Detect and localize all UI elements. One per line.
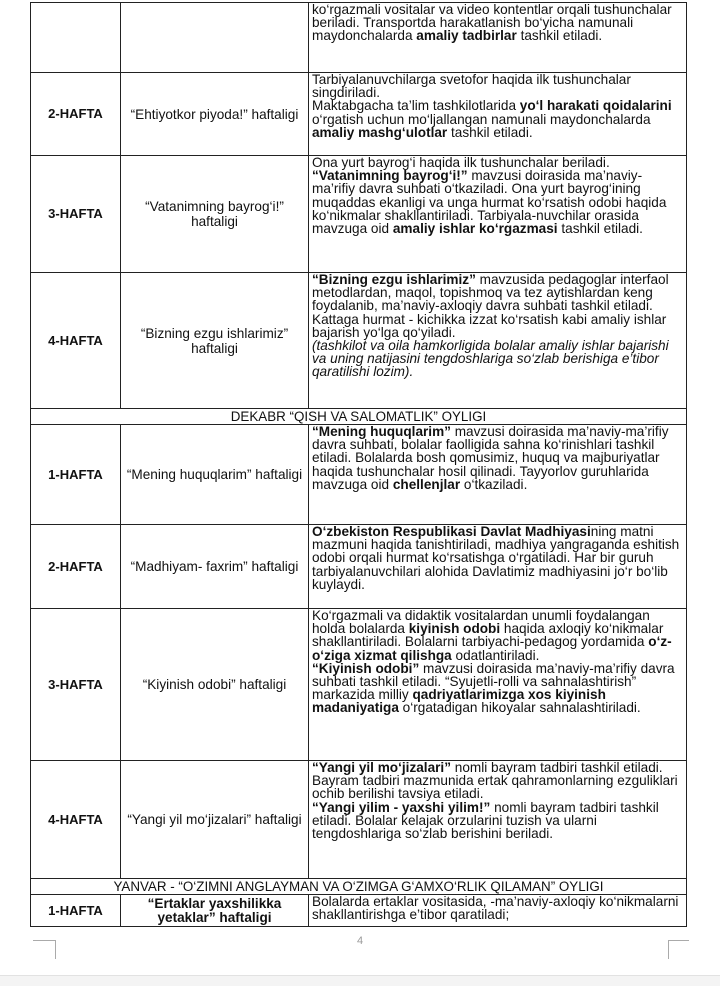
page-number: 4	[356, 935, 364, 947]
week-cell: 4-HAFTA	[31, 761, 121, 879]
description-cell: Tarbiyalanuvchilarga svetofor haqida ilk tushunchalar singdiriladi. Maktabgacha ta’lim tashkilotlarida yo‘l harakati qoidalarini o‘rgatish uchun mo‘ljallangan namunali maydonchalarda amaliy mashg‘ulotlar tashkil etiladi.	[309, 73, 687, 156]
table-row	[31, 273, 687, 409]
table-row	[31, 156, 687, 273]
week-cell: 1-HAFTA	[31, 425, 121, 525]
description-cell: Ko‘rgazmali va didaktik vositalardan unumli foydalangan holda bolalarda kiyinish odobi haqida axloqiy ko‘nikmalar shakllantiriladi. Bolalarni tarbiyachi-pedagog yordamida o‘z- o‘ziga xizmat qilishga odatlantiriladi. “Kiyinish odobi” mavzusi doirasida ma’naviy-ma’rifiy davra suhbati tashkil etiladi. “Syujetli-rolli va sahnalashtirish” markazida milliy qadriyatlarimizga xos kiyinish madaniyatiga o‘rgatadigan hikoyalar sahnalashtiriladi.	[309, 609, 687, 761]
table-row	[31, 3, 687, 73]
week-cell: 3-HAFTA	[31, 156, 121, 273]
week-title-cell: “Bizning ezgu ishlarimiz” haftaligi	[121, 273, 309, 409]
weekly-plan-table	[30, 2, 687, 927]
month-header-row	[31, 879, 687, 895]
week-title-cell	[121, 3, 309, 73]
week-title-cell: “Ertaklar yaxshilikka yetaklar” haftaligi	[121, 895, 309, 927]
week-cell: 3-HAFTA	[31, 609, 121, 761]
week-title-cell: “Yangi yil mo‘jizalari” haftaligi	[121, 761, 309, 879]
table-row	[31, 525, 687, 609]
week-cell: 1-HAFTA	[31, 895, 121, 927]
description-cell: O‘zbekiston Respublikasi Davlat Madhiyasining matni mazmuni haqida tanishtiriladi, madhiya yangraganda eshitish odobi orqali hurmat ko‘rsatishga o‘rgatiladi. Har bir guruh tarbiyalanuvchilari alohida Davlatimiz madhiyasini jo‘r bo‘lib kuylaydi.	[309, 525, 687, 609]
description-cell: ko‘rgazmali vositalar va video kontentlar orqali tushunchalar beriladi. Transportda harakatlanish bo‘yicha namunali maydonchalarda amaliy tadbirlar tashkil etiladi.	[309, 3, 687, 73]
month-header-row	[31, 409, 687, 425]
page-corner-mark-right	[668, 940, 689, 959]
week-title-cell: “Mening huquqlarim” haftaligi	[121, 425, 309, 525]
week-cell: 4-HAFTA	[31, 273, 121, 409]
description-cell: “Mening huquqlarim” mavzusi doirasida ma’naviy-ma’rifiy davra suhbati, bolalar faolligida sahna ko‘rinishlari tashkil etiladi. Bolalarda bosh qomusimiz, huquq va majburiyatlar haqida tushunchalar hosil qilinadi. Tayyorlov guruhlarida mavzuga oid chellenjlar o‘tkaziladi.	[309, 425, 687, 525]
table-row	[31, 425, 687, 525]
table-row	[31, 73, 687, 156]
week-title-cell: “Ehtiyotkor piyoda!” haftaligi	[121, 73, 309, 156]
week-cell: 2-HAFTA	[31, 73, 121, 156]
month-title: YANVAR - “O‘ZIMNI ANGLAYMAN VA O‘ZIMGA G‘AMXO‘RLIK QILAMAN” OYLIGI	[31, 879, 687, 895]
week-title-cell: “Vatanimning bayrog‘i!” haftaligi	[121, 156, 309, 273]
week-cell	[31, 3, 121, 73]
week-cell: 2-HAFTA	[31, 525, 121, 609]
table-row	[31, 895, 687, 927]
table-row	[31, 609, 687, 761]
description-cell: “Bizning ezgu ishlarimiz” mavzusida pedagoglar interfaol metodlardan, maqol, topishmoq va tez aytishlardan keng foydalanib, ma’naviy-axloqiy davra suhbati tashkil etiladi. Kattaga hurmat - kichikka izzat ko‘rsatish kabi amaliy ishlar bajarish yo‘lga qo‘yiladi. (tashkilot va oila hamkorligida bolalar amaliy ishlar bajarishi va uning natijasini tengdoshlariga so‘zlab berishiga e’tibor qaratilishi lozim).	[309, 273, 687, 409]
description-cell: “Yangi yil mo‘jizalari” nomli bayram tadbiri tashkil etiladi. Bayram tadbiri mazmunida ertak qahramonlarning ezguliklari ochib berilishi tavsiya etiladi. “Yangi yilim - yaxshi yilim!” nomli bayram tadbiri tashkil etiladi. Bolalar kelajak orzularini tuzish va ularni tengdoshlariga so‘zlab berishini beriladi.	[309, 761, 687, 879]
week-title-cell: “Kiyinish odobi” haftaligi	[121, 609, 309, 761]
month-title: DEKABR “QISH VA SALOMATLIK” OYLIGI	[31, 409, 687, 425]
week-title-cell: “Madhiyam- faxrim” haftaligi	[121, 525, 309, 609]
description-cell: Bolalarda ertaklar vositasida, -ma’naviy-axloqiy ko‘nikmalarni shakllantirishga e’tibor qaratiladi;	[309, 895, 687, 927]
table-row	[31, 761, 687, 879]
viewer-bottom-bar	[0, 975, 720, 986]
page-corner-mark-left	[33, 940, 56, 959]
description-cell: Ona yurt bayrog‘i haqida ilk tushunchalar beriladi. “Vatanimning bayrog‘i!” mavzusi doirasida ma’naviy-ma’rifiy davra suhbati o‘tkaziladi. Ona yurt bayrog‘ining muqaddas ekanligi va unga hurmat ko‘rsatish odobi haqida ko‘nikmalar shakllantiriladi. Tarbiyala-nuvchilar orasida mavzuga oid amaliy ishlar ko‘rgazmasi tashkil etiladi.	[309, 156, 687, 273]
